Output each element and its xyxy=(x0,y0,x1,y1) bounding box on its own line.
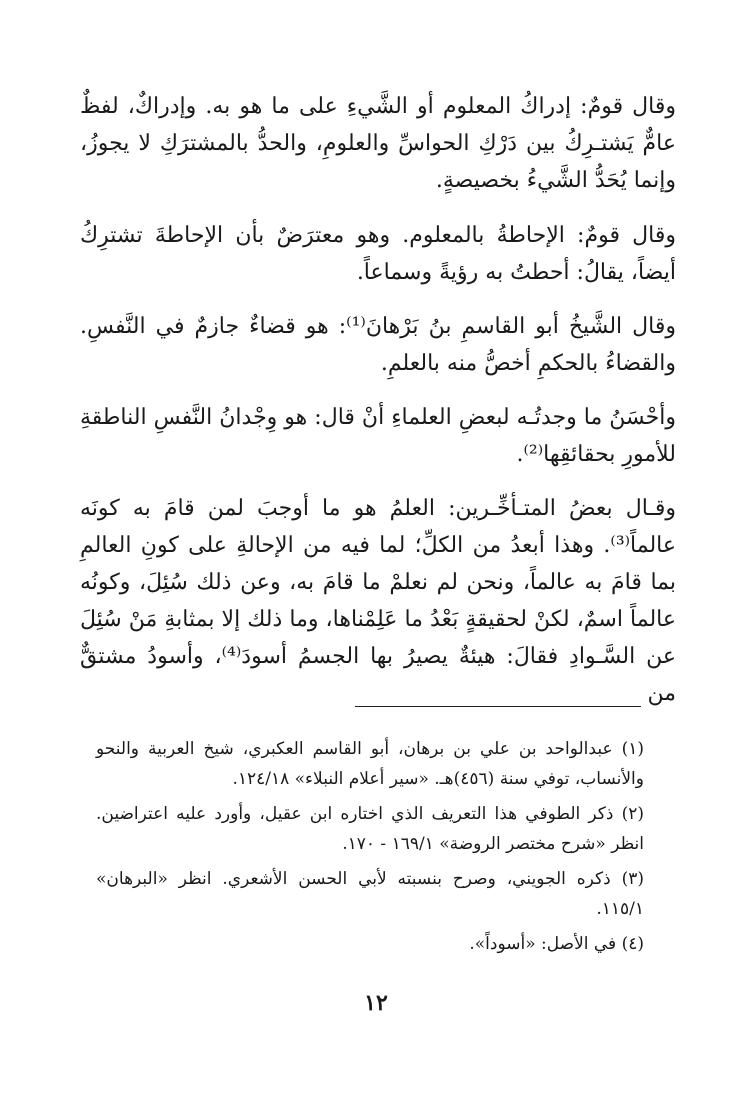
paragraph: وقـال بعضُ المتـأخِّـرين: العلمُ هو ما أوجبَ لمن قامَ به كونَه عالماً⁽³⁾. وهذا أبعدُ من الكلِّ؛ لما فيه من الإحالةِ على كونِ العالمِ بما قامَ به عالماً، ونحن لم نعلمْ ما قامَ به، وعن ذلك سُئِلَ، وكونُه عالماً اسمٌ، لكنْ لحقيقةٍ بَعْدُ ما عَلِمْناها، وما ذلك إلا بمثابةِ مَنْ سُئِلَ عن السَّـوادِ فقالَ: هيئةٌ يصيرُ بها الجسمُ أسودَ⁽⁴⁾، وأسودُ مشتقٌّ من xyxy=(80,496,677,706)
paragraph: وقال الشَّيخُ أبو القاسمِ بنُ بَرْهانَ⁽¹⁾: هو قضاءٌ جازمٌ في النَّفسِ. والقضاءُ بالحكمِ أخصُّ منه بالعلمِ. xyxy=(80,314,676,376)
main-text xyxy=(80,88,676,729)
page-number: ١٢ xyxy=(364,990,388,1016)
footnote: (٤) في الأصل: «أسوداً». xyxy=(469,934,644,954)
footnote: (١) عبدالواحد بن علي بن برهان، أبو القاسم العكبري، شيخ العربية والنحو والأنساب، توفي سنة (٤٥٦)هـ. «سير أعلام النبلاء» ١٢٤/١٨. xyxy=(96,739,644,789)
paragraph: وأحْسَنُ ما وجدتُـه لبعضِ العلماءِ أنْ قال: هو وِجْدانُ النَّفسِ الناطقةِ للأمورِ بحقائقِها⁽²⁾. xyxy=(80,405,676,467)
footnote-divider xyxy=(355,706,641,707)
footnote: (٣) ذكره الجويني، وصرح بنسبته لأبي الحسن الأشعري. انظر «البرهان» ١١٥/١. xyxy=(96,869,644,919)
footnotes xyxy=(96,734,644,964)
paragraph: وقال قومٌ: الإحاطةُ بالمعلوم. وهو معترَضٌ بأن الإحاطةَ تشترِكُ أيضاً، يقالُ: أحطتُ به رؤيةً وسماعاً. xyxy=(80,223,676,285)
footnote: (٢) ذكر الطوفي هذا التعريف الذي اختاره ابن عقيل، وأورد عليه اعتراضين. انظر «شرح مختصر الروضة» ١٦٩/١ - ١٧٠. xyxy=(96,804,644,854)
paragraph: وقال قومٌ: إدراكُ المعلوم أو الشَّيءِ على ما هو به. وإدراكٌ، لفظٌ عامٌّ يَشتـرِكُ بين دَرْكِ الحواسِّ والعلومِ، والحدُّ بالمشترَكِ لا يجوزُ، وإنما يُحَدُّ الشَّيءُ بخصيصةٍ. xyxy=(80,94,676,193)
